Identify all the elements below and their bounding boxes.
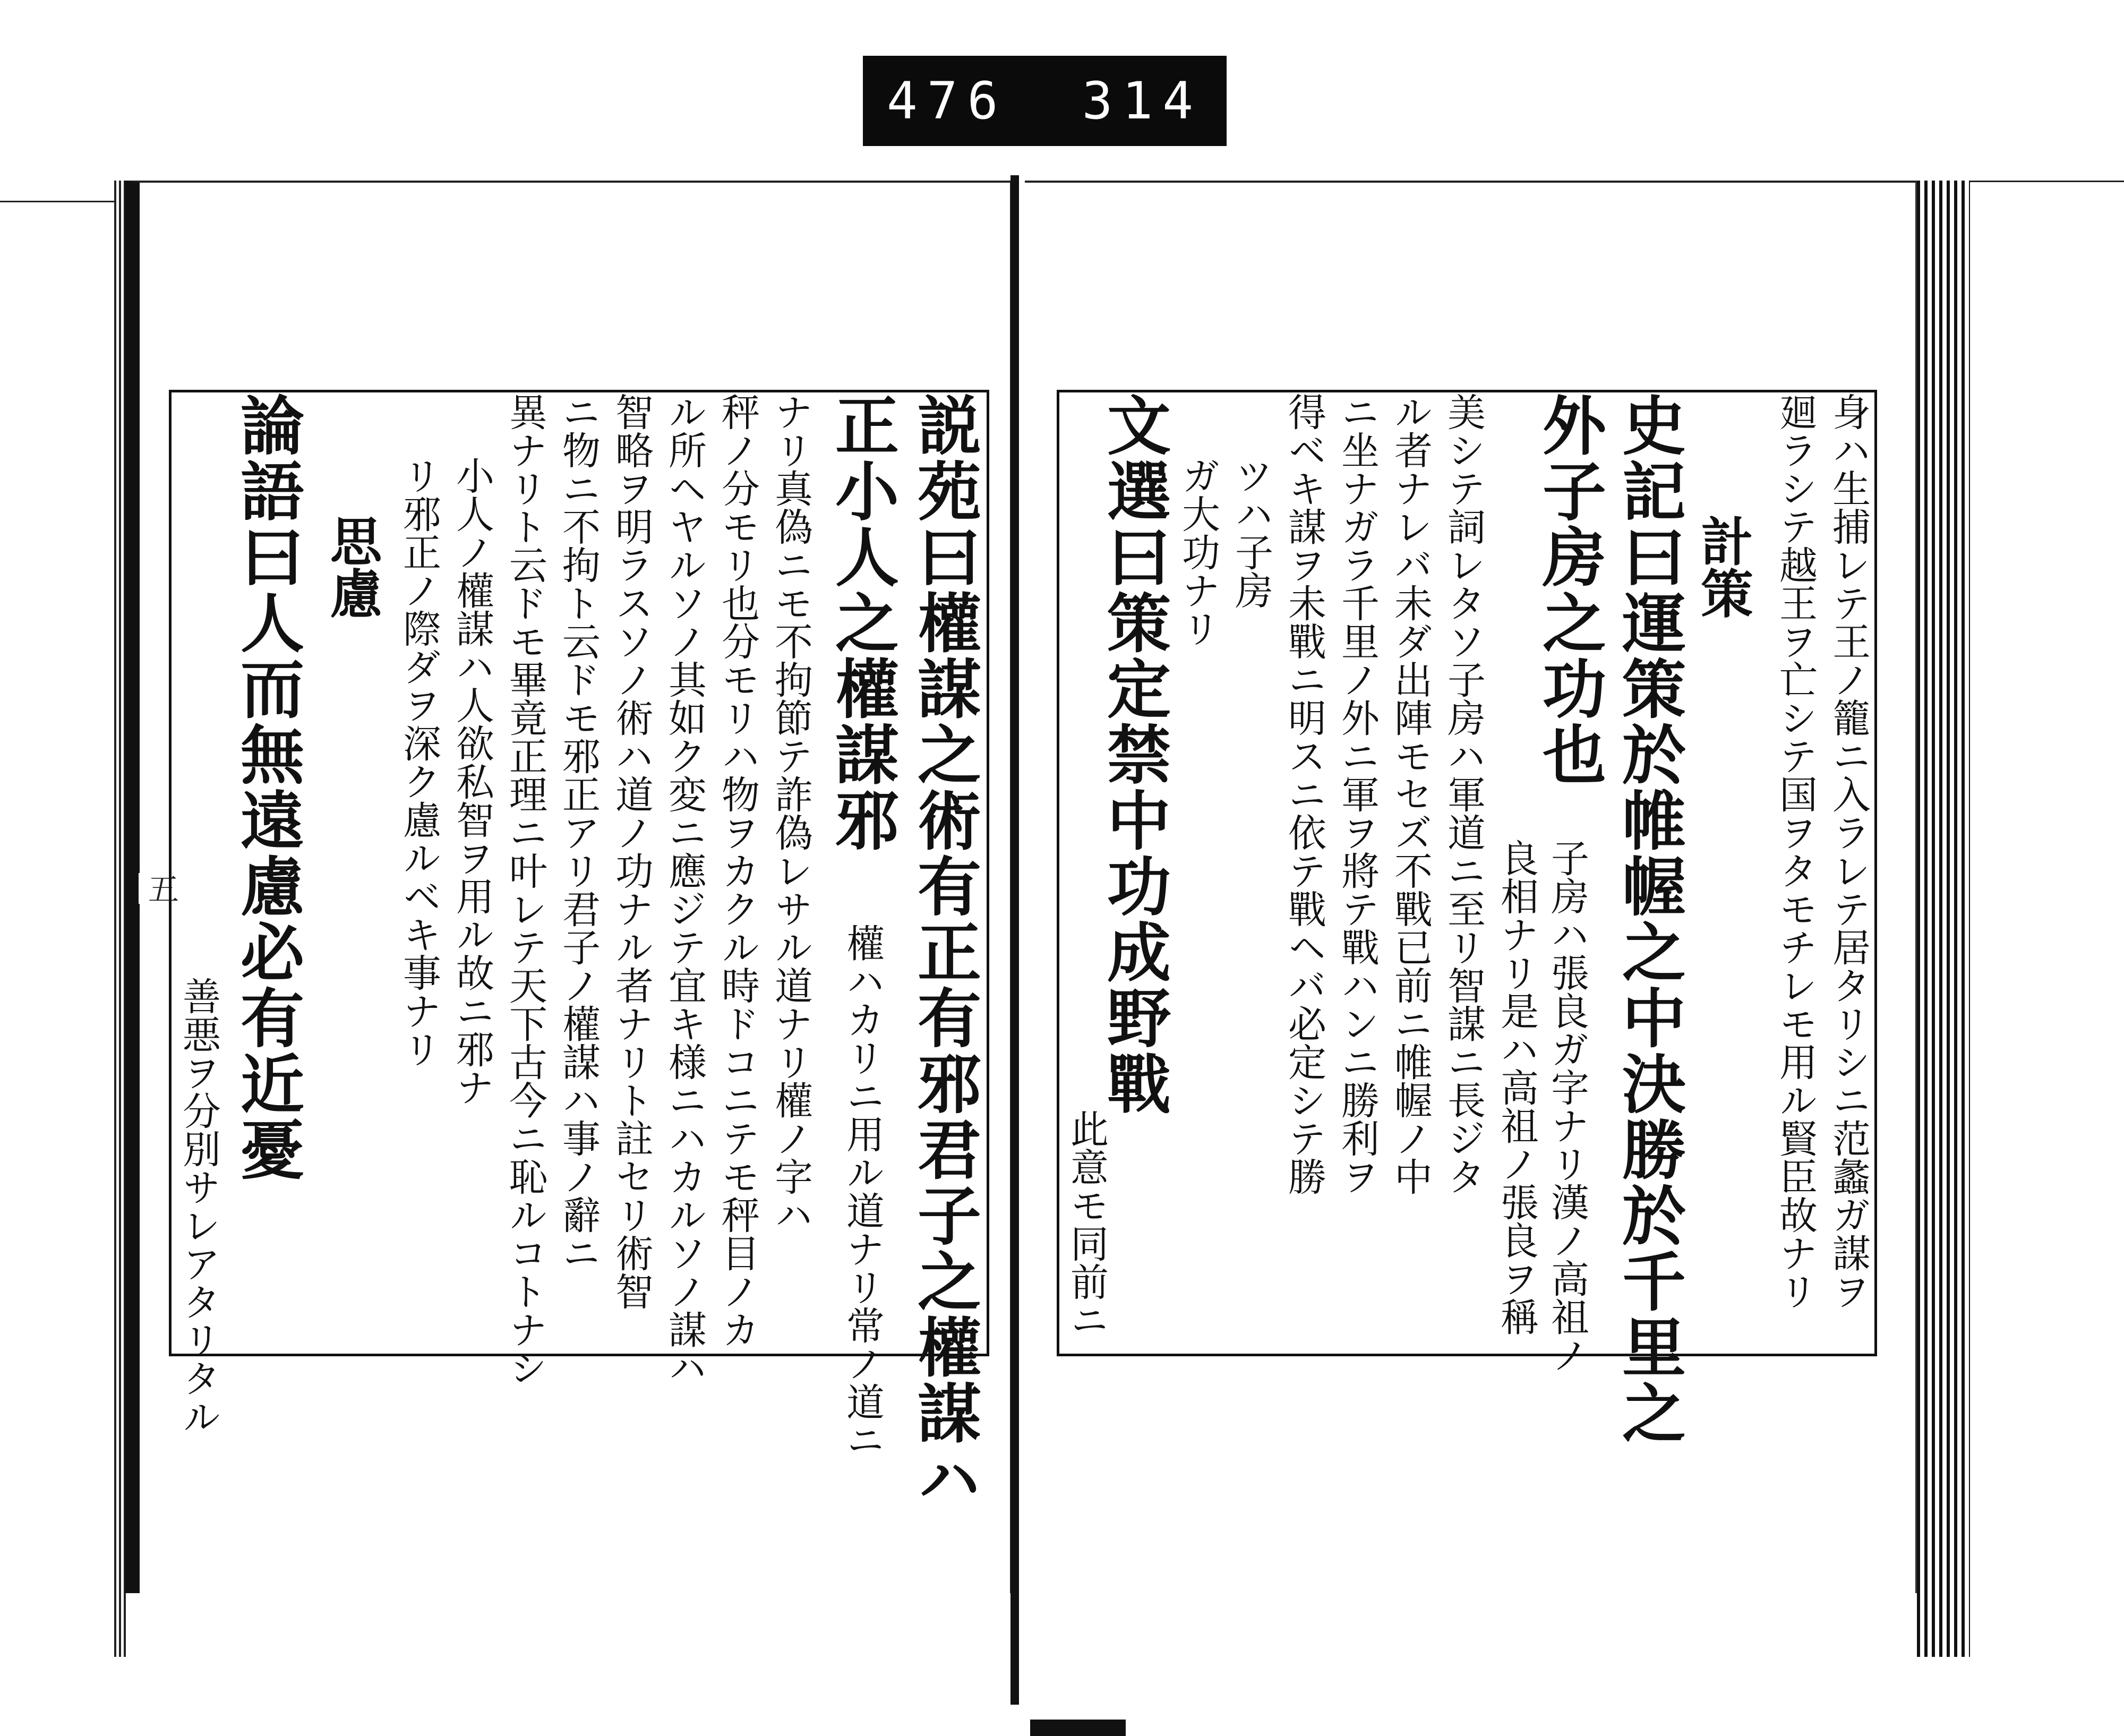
text-column: 秤ノ分モリ也分モリハ物ヲカクル時ドコニテモ秤目ノカ xyxy=(715,392,760,1348)
text-column: 智略ヲ明ラスソノ術ハ道ノ功ナル者ナリト註セリ術智 xyxy=(609,392,654,1310)
text-column: 文選曰策定禁中功成野戰 xyxy=(1097,392,1171,1117)
right-page-edges xyxy=(1917,181,1970,1657)
open-book xyxy=(125,181,1946,1625)
text-column: ナリ真偽ニモ不拘節テ詐偽レサル道ナリ權ノ字ハ xyxy=(768,392,813,1234)
text-column: 外子房之功也 xyxy=(1532,392,1607,788)
scan-guide-line-right xyxy=(1965,181,2124,182)
text-column: 異ナリト云ドモ畢竟正理ニ叶レテ天下古今ニ恥ルコトナシ xyxy=(503,392,547,1387)
left-page-edges xyxy=(114,181,126,1657)
text-column: 權ハカリニ用ル道ナリ常ノ道ニ xyxy=(840,923,885,1459)
text-column: 得ベキ謀ヲ未戰ニ明スニ依テ戰ヘバ必定シテ勝 xyxy=(1282,392,1326,1195)
text-column: ル所ヘヤルソノ其如ク変ニ應ジテ宜キ様ニハカルソノ謀ハ xyxy=(662,392,707,1387)
text-column: 子房ハ張良ガ字ナリ漢ノ高祖ノ xyxy=(1545,839,1589,1374)
text-column: ニ坐ナガラ千里ノ外ニ軍ヲ將テ戰ハンニ勝利ヲ xyxy=(1335,392,1380,1195)
text-column: ツハ子房 xyxy=(1229,456,1273,609)
right-text-frame xyxy=(1057,390,1877,1446)
text-column: ガ大功ナリ xyxy=(1176,456,1220,647)
text-column: ニ物ニ不拘ト云ドモ邪正アリ君子ノ權謀ハ事ノ辭ニ xyxy=(556,392,601,1272)
archive-label-right: 314 xyxy=(1082,71,1203,131)
section-heading: 思慮 xyxy=(321,515,382,619)
book-spine xyxy=(1010,175,1019,1705)
text-column: 廻ラシテ越王ヲ亡シテ国ヲタモチレモ用ル賢臣故ナリ xyxy=(1773,392,1818,1310)
text-column: 論語曰人而無遠慮必有近憂 xyxy=(230,392,305,1183)
text-column: 史記曰運策於帷幄之中決勝於千里之 xyxy=(1612,392,1686,1446)
text-column: 小人ノ權謀ハ人欲私智ヲ用ル故ニ邪ナ xyxy=(450,456,494,1106)
text-column: 正小人之權謀邪 xyxy=(825,392,900,853)
page-margin-number: 五 xyxy=(139,873,183,904)
left-page xyxy=(125,181,1012,1593)
section-heading: 計策 xyxy=(1692,515,1753,619)
text-column: ル者ナレバ未ダ出陣モセズ不戰已前ニ帷幄ノ中 xyxy=(1388,392,1433,1195)
archive-label xyxy=(863,56,1227,146)
text-column: 身ハ生捕レテ王ノ籠ニ入ラレテ居タリシニ范蠡ガ謀ヲ xyxy=(1826,392,1871,1310)
bottom-marker xyxy=(1030,1720,1126,1736)
right-page xyxy=(1025,181,1917,1593)
archive-label-left: 476 xyxy=(887,71,1008,131)
text-column: 善悪ヲ分別サレアタリタル xyxy=(176,977,221,1435)
left-text-frame xyxy=(169,390,989,1512)
text-column: 説苑曰權謀之術有正有邪君子之權謀ハ xyxy=(907,392,982,1512)
text-column: 此意モ同前ニ xyxy=(1064,1109,1109,1339)
text-column: 美シテ詞レタソ子房ハ軍道ニ至リ智謀ニ長ジタ xyxy=(1441,392,1486,1195)
text-column: 良相ナリ是ハ高祖ノ張良ヲ稱 xyxy=(1494,839,1539,1336)
text-column: リ邪正ノ際ダヲ深ク慮ルベキ事ナリ xyxy=(397,456,441,1068)
